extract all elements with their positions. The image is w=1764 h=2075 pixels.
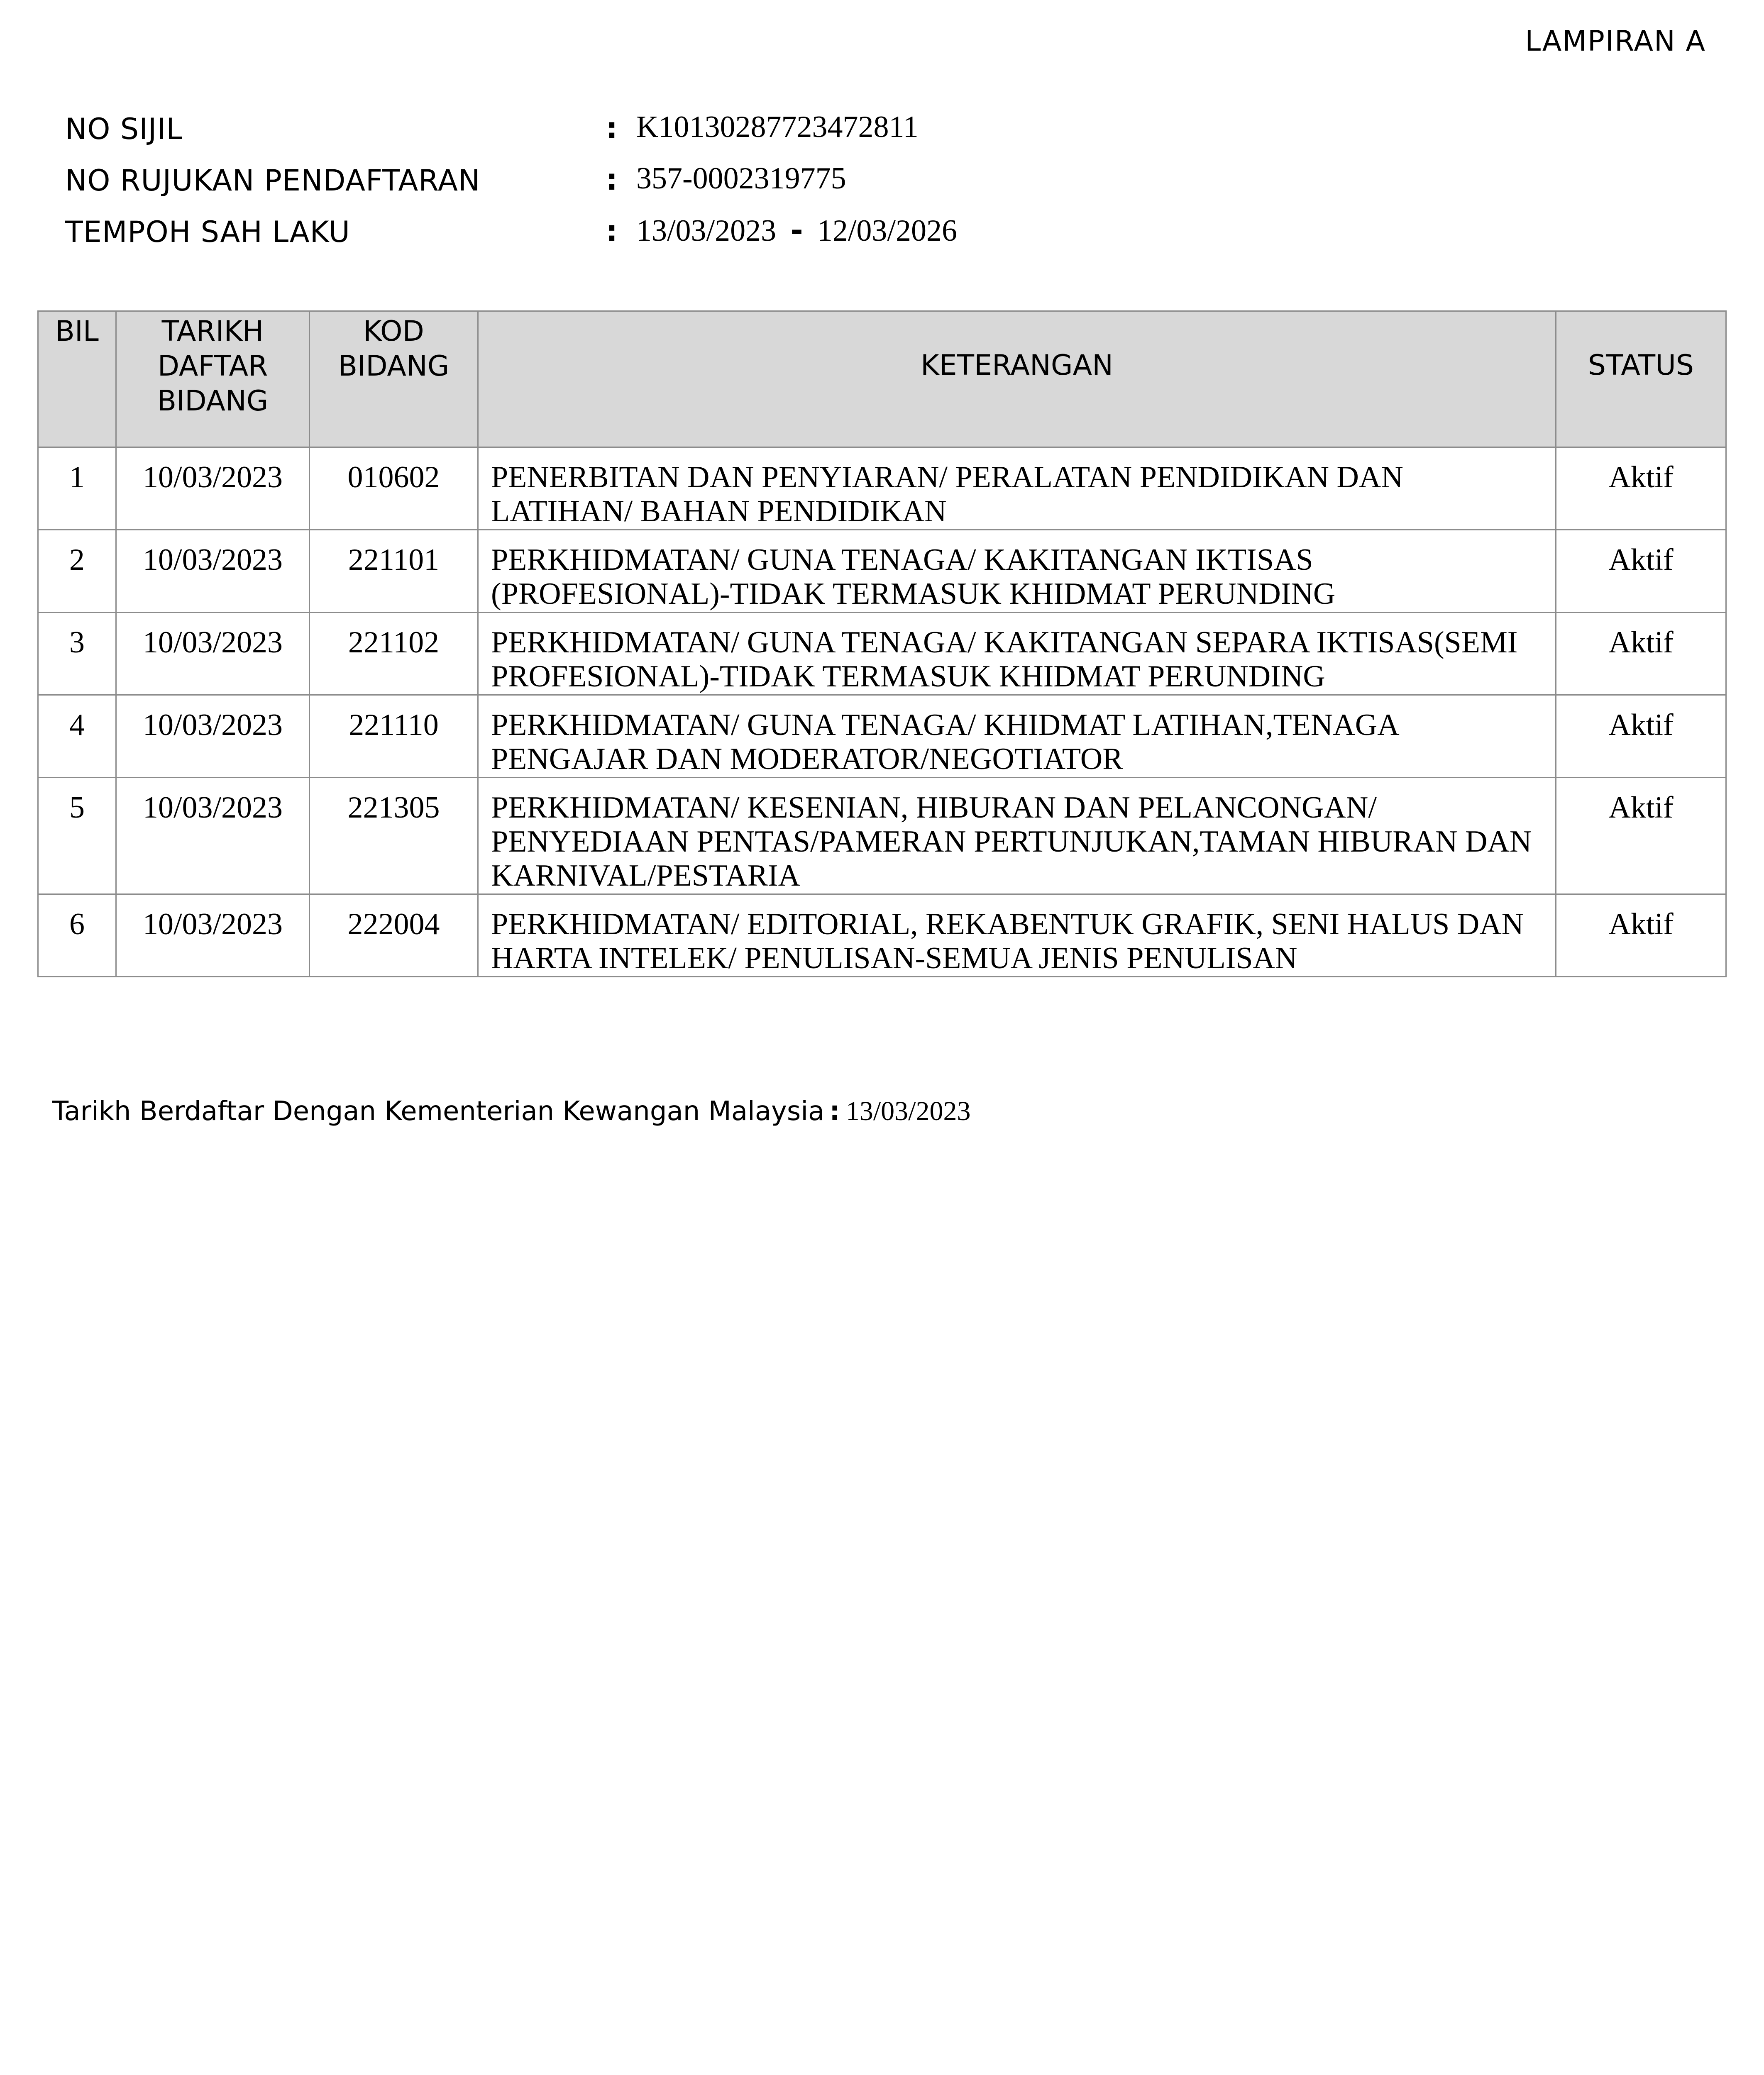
registration-date-value: 13/03/2023 — [845, 1096, 971, 1126]
no-sijil-label: NO SIJIL — [65, 112, 183, 146]
cell-kod: 221101 — [310, 530, 478, 613]
cell-status: Aktif — [1556, 530, 1726, 613]
cell-keterangan: PERKHIDMATAN/ GUNA TENAGA/ KHIDMAT LATIHAN,TENAGA PENGAJAR DAN MODERATOR/NEGOTIATOR — [478, 695, 1556, 778]
cell-tarikh: 10/03/2023 — [116, 447, 310, 530]
cell-tarikh: 10/03/2023 — [116, 778, 310, 894]
cell-kod: 222004 — [310, 894, 478, 977]
cell-tarikh: 10/03/2023 — [116, 894, 310, 977]
cell-keterangan: PERKHIDMATAN/ GUNA TENAGA/ KAKITANGAN IKTISAS (PROFESIONAL)-TIDAK TERMASUK KHIDMAT PERUNDING — [478, 530, 1556, 613]
table-row — [38, 894, 1726, 977]
registration-date-colon: : — [829, 1096, 840, 1127]
cell-keterangan: PERKHIDMATAN/ EDITORIAL, REKABENTUK GRAFIK, SENI HALUS DAN HARTA INTELEK/ PENULISAN-SEMUA JENIS PENULISAN — [478, 894, 1556, 977]
cell-status: Aktif — [1556, 778, 1726, 894]
cell-bil: 2 — [38, 530, 116, 613]
no-rujukan-row — [62, 161, 1681, 215]
cell-status: Aktif — [1556, 447, 1726, 530]
tempoh-from: 13/03/2023 — [636, 214, 777, 248]
table-body — [38, 447, 1726, 977]
cell-keterangan: PERKHIDMATAN/ GUNA TENAGA/ KAKITANGAN SEPARA IKTISAS(SEMI PROFESIONAL)-TIDAK TERMASUK KHIDMAT PERUNDING — [478, 613, 1556, 695]
cell-kod: 221102 — [310, 613, 478, 695]
cell-status: Aktif — [1556, 695, 1726, 778]
cell-keterangan: PENERBITAN DAN PENYIARAN/ PERALATAN PENDIDIKAN DAN LATIHAN/ BAHAN PENDIDIKAN — [478, 447, 1556, 530]
tempoh-label: TEMPOH SAH LAKU — [65, 215, 350, 249]
cell-kod: 221110 — [310, 695, 478, 778]
registration-date-line — [52, 1096, 971, 1127]
header-status: STATUS — [1556, 311, 1726, 447]
cell-status: Aktif — [1556, 613, 1726, 695]
cell-bil: 5 — [38, 778, 116, 894]
cell-tarikh: 10/03/2023 — [116, 695, 310, 778]
no-rujukan-colon: : — [606, 163, 618, 197]
table-row — [38, 695, 1726, 778]
bidang-table — [37, 310, 1727, 977]
no-rujukan-value: 357-0002319775 — [636, 161, 846, 195]
table-row — [38, 613, 1726, 695]
table-header-row — [38, 311, 1726, 447]
header-tarikh: TARIKH DAFTAR BIDANG — [116, 311, 310, 447]
table-row — [38, 447, 1726, 530]
certificate-details — [62, 112, 1681, 266]
cell-bil: 1 — [38, 447, 116, 530]
table-row — [38, 530, 1726, 613]
cell-keterangan: PERKHIDMATAN/ KESENIAN, HIBURAN DAN PELANCONGAN/ PENYEDIAAN PENTAS/PAMERAN PERTUNJUKAN,TAMAN HIBURAN DAN KARNIVAL/PESTARIA — [478, 778, 1556, 894]
cell-bil: 4 — [38, 695, 116, 778]
cell-tarikh: 10/03/2023 — [116, 613, 310, 695]
tempoh-row — [62, 212, 1681, 266]
header-kod: KOD BIDANG — [310, 311, 478, 447]
cell-kod: 010602 — [310, 447, 478, 530]
header-bil: BIL — [38, 311, 116, 447]
document-label: LAMPIRAN A — [1525, 25, 1706, 58]
table-row — [38, 778, 1726, 894]
tempoh-to: 12/03/2026 — [817, 214, 957, 248]
tempoh-colon: : — [606, 214, 618, 248]
cell-status: Aktif — [1556, 894, 1726, 977]
tempoh-separator: - — [790, 212, 803, 248]
no-sijil-colon: : — [606, 111, 618, 145]
no-rujukan-label: NO RUJUKAN PENDAFTARAN — [65, 164, 481, 198]
tempoh-value — [636, 212, 957, 249]
cell-kod: 221305 — [310, 778, 478, 894]
no-sijil-value: K10130287723472811 — [636, 110, 919, 144]
no-sijil-row — [62, 112, 1681, 164]
header-keterangan: KETERANGAN — [478, 311, 1556, 447]
registration-date-label: Tarikh Berdaftar Dengan Kementerian Kewangan Malaysia — [52, 1096, 825, 1127]
cell-bil: 3 — [38, 613, 116, 695]
cell-tarikh: 10/03/2023 — [116, 530, 310, 613]
cell-bil: 6 — [38, 894, 116, 977]
